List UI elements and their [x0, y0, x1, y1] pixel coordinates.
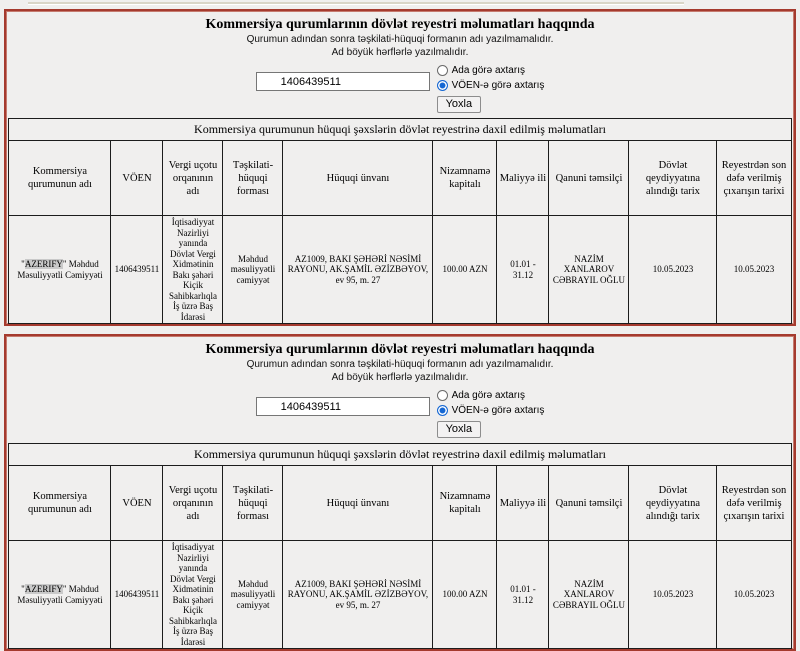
column-header-fiscal-year: Maliyyə ili: [497, 466, 549, 541]
radio-ada-icon[interactable]: [437, 390, 448, 401]
radio-ada-label: Ada görə axtarış: [451, 390, 525, 401]
radio-ada-icon[interactable]: [437, 65, 448, 76]
radio-row-voen[interactable]: [437, 403, 545, 418]
form-hint-line2: Ad böyük hərflərlə yazılmalıdır.: [331, 47, 469, 58]
radio-row-voen[interactable]: [437, 78, 545, 93]
search-form: [6, 11, 794, 113]
name-highlighted: AZERIFY: [24, 584, 63, 594]
registry-table: [8, 118, 791, 324]
table-row: [9, 216, 791, 324]
cell-tax-office: İqtisadiyyat Nazirliyi yanında Dövlət Vergi Xidmətinin Bakı şəhəri Kiçik Sahibkarlıqla İş üzrə Baş İdarəsi: [163, 541, 223, 649]
table-caption: Kommersiya qurumunun hüquqi şəxslərin dövlət reyestrinə daxil edilmiş məlumatları: [9, 444, 791, 466]
name-highlighted: AZERIFY: [24, 259, 63, 269]
radio-row-ada[interactable]: [437, 63, 545, 78]
column-header-extract-date: Reyestrdən son dəfə verilmiş çıxarışın tarixi: [717, 141, 791, 216]
voen-search-input[interactable]: [256, 72, 430, 91]
column-header-address: Hüquqi ünvanı: [283, 466, 433, 541]
page-top-divider: [28, 2, 684, 5]
column-header-registration-date: Dövlət qeydiyyatına alındığı tarix: [629, 466, 717, 541]
radio-ada-label: Ada görə axtarış: [451, 65, 525, 76]
yoxla-button[interactable]: Yoxla: [437, 96, 482, 113]
cell-voen: 1406439511: [111, 541, 163, 649]
form-hint-line1: Qurumun adından sonra təşkilati-hüquqi formanın adı yazılmamalıdır.: [246, 359, 554, 370]
column-header-capital: Nizamnamə kapitalı: [433, 141, 497, 216]
column-header-representative: Qanuni təmsilçi: [549, 466, 629, 541]
registry-table: [8, 443, 791, 649]
name-quote: ": [21, 584, 25, 594]
cell-fiscal-year: 01.01 - 31.12: [497, 216, 549, 324]
table-caption: Kommersiya qurumunun hüquqi şəxslərin dövlət reyestrinə daxil edilmiş məlumatları: [9, 119, 791, 141]
table-row: [9, 541, 791, 649]
cell-tax-office: İqtisadiyyat Nazirliyi yanında Dövlət Vergi Xidmətinin Bakı şəhəri Kiçik Sahibkarlıqla İş üzrə Baş İdarəsi: [163, 216, 223, 324]
registry-search-panel-1: [4, 9, 796, 326]
column-header-legal-form: Təşkilati-hüquqi forması: [223, 466, 283, 541]
yoxla-button[interactable]: Yoxla: [437, 421, 482, 438]
column-header-registration-date: Dövlət qeydiyyatına alındığı tarix: [629, 141, 717, 216]
cell-address: AZ1009, BAKI ŞƏHƏRİ NƏSİMİ RAYONU, AK.ŞAMİL ƏZİZBƏYOV, ev 95, m. 27: [283, 541, 433, 649]
column-header-representative: Qanuni təmsilçi: [549, 141, 629, 216]
column-header-legal-form: Təşkilati-hüquqi forması: [223, 141, 283, 216]
registry-search-panel-2: [4, 334, 796, 651]
column-header-name: Kommersiya qurumunun adı: [9, 466, 111, 541]
cell-address: AZ1009, BAKI ŞƏHƏRİ NƏSİMİ RAYONU, AK.ŞAMİL ƏZİZBƏYOV, ev 95, m. 27: [283, 216, 433, 324]
radio-row-ada[interactable]: [437, 388, 545, 403]
cell-capital: 100.00 AZN: [433, 216, 497, 324]
column-header-tax-office: Vergi uçotu orqanının adı: [163, 141, 223, 216]
column-header-fiscal-year: Maliyyə ili: [497, 141, 549, 216]
cell-legal-form: Məhdud məsuliyyətli cəmiyyət: [223, 216, 283, 324]
voen-search-input[interactable]: [256, 397, 430, 416]
cell-legal-form: Məhdud məsuliyyətli cəmiyyət: [223, 541, 283, 649]
cell-registration-date: 10.05.2023: [629, 216, 717, 324]
table-header-row: [9, 141, 791, 216]
column-header-tax-office: Vergi uçotu orqanının adı: [163, 466, 223, 541]
column-header-voen: VÖEN: [111, 141, 163, 216]
cell-fiscal-year: 01.01 - 31.12: [497, 541, 549, 649]
name-quote: ": [21, 259, 25, 269]
table-header-row: [9, 466, 791, 541]
column-header-name: Kommersiya qurumunun adı: [9, 141, 111, 216]
radio-voen-label: VÖEN-ə görə axtarış: [451, 80, 545, 91]
cell-company-name: [9, 541, 111, 649]
cell-registration-date: 10.05.2023: [629, 541, 717, 649]
cell-representative: NAZİM XANLAROV CƏBRAYIL OĞLU: [549, 541, 629, 649]
name-rest: " Məhdud Məsuliyyətli Cəmiyyəti: [17, 259, 103, 280]
cell-extract-date: 10.05.2023: [717, 541, 791, 649]
form-hint-line2: Ad böyük hərflərlə yazılmalıdır.: [331, 372, 469, 383]
form-hint-line1: Qurumun adından sonra təşkilati-hüquqi formanın adı yazılmamalıdır.: [246, 34, 554, 45]
column-header-capital: Nizamnamə kapitalı: [433, 466, 497, 541]
cell-capital: 100.00 AZN: [433, 541, 497, 649]
cell-voen: 1406439511: [111, 216, 163, 324]
cell-company-name: [9, 216, 111, 324]
column-header-address: Hüquqi ünvanı: [283, 141, 433, 216]
cell-representative: NAZİM XANLAROV CƏBRAYIL OĞLU: [549, 216, 629, 324]
column-header-extract-date: Reyestrdən son dəfə verilmiş çıxarışın tarixi: [717, 466, 791, 541]
radio-voen-icon[interactable]: [437, 80, 448, 91]
radio-voen-label: VÖEN-ə görə axtarış: [451, 405, 545, 416]
radio-voen-icon[interactable]: [437, 405, 448, 416]
cell-extract-date: 10.05.2023: [717, 216, 791, 324]
page-title: Kommersiya qurumlarının dövlət reyestri məlumatları haqqında: [205, 17, 595, 32]
page-title: Kommersiya qurumlarının dövlət reyestri məlumatları haqqında: [205, 342, 595, 357]
column-header-voen: VÖEN: [111, 466, 163, 541]
search-form: [6, 336, 794, 438]
name-rest: " Məhdud Məsuliyyətli Cəmiyyəti: [17, 584, 103, 605]
